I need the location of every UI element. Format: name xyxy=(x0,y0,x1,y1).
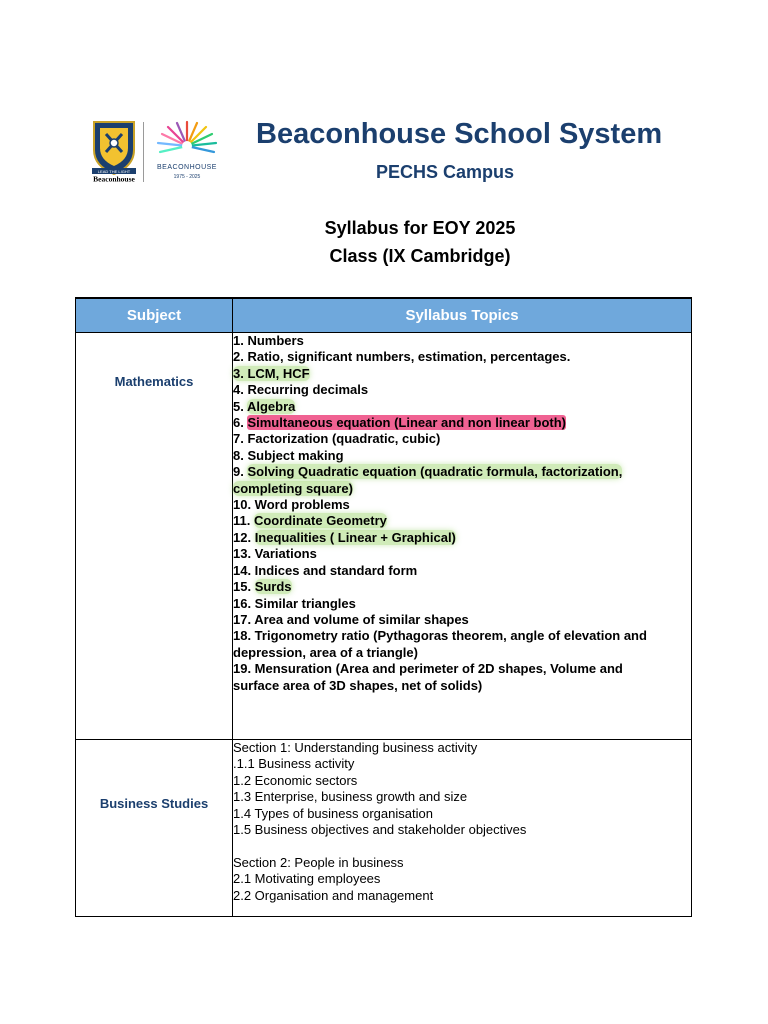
topic-text: 17. Area and volume of similar shapes xyxy=(233,611,469,627)
topics-column-header: Syllabus Topics xyxy=(233,298,692,333)
topics-cell xyxy=(233,333,692,740)
list-item xyxy=(233,448,691,464)
topic-text: 8. Subject making xyxy=(233,447,344,463)
highlighted-topic-text: completing square) xyxy=(233,480,353,496)
table-row xyxy=(76,333,692,740)
list-item xyxy=(233,661,691,677)
list-item xyxy=(233,415,691,431)
svg-text:Beaconhouse: Beaconhouse xyxy=(93,174,135,184)
topic-text: 4. Recurring decimals xyxy=(233,382,369,398)
topic-text: 5. xyxy=(233,398,247,414)
svg-text:LEAD THE LIGHT: LEAD THE LIGHT xyxy=(97,168,131,174)
list-item xyxy=(233,481,691,497)
list-item xyxy=(233,628,691,644)
business-studies-topic-list xyxy=(233,740,691,904)
class-title: Class (IX Cambridge) xyxy=(329,246,511,266)
list-item: .1.1 Business activity xyxy=(233,756,355,772)
topic-text: 16. Similar triangles xyxy=(233,595,356,611)
highlighted-topic-text: Solving Quadratic equation (quadratic formula, factorization, xyxy=(247,464,623,480)
topic-text: 1. Numbers xyxy=(233,333,304,348)
subject-column-header: Subject xyxy=(76,298,233,333)
topic-text: 6. xyxy=(233,415,248,431)
logo-divider xyxy=(143,122,144,182)
list-item xyxy=(233,579,691,595)
list-item xyxy=(233,563,691,579)
list-item xyxy=(233,431,691,447)
topics-cell xyxy=(233,740,692,917)
list-item: 1.3 Enterprise, business growth and size xyxy=(233,789,468,805)
highlighted-topic-text: Inequalities ( Linear + Graphical) xyxy=(254,529,456,545)
list-item xyxy=(233,464,691,480)
topic-text: 15. xyxy=(233,579,255,595)
subject-cell xyxy=(76,333,233,740)
list-item: 2.1 Motivating employees xyxy=(233,871,381,887)
school-crest-logo xyxy=(86,118,142,184)
list-item xyxy=(233,333,691,349)
list-item xyxy=(233,366,691,382)
highlighted-topic-text: Algebra xyxy=(246,398,296,414)
list-item xyxy=(233,513,691,529)
mathematics-topic-list xyxy=(233,333,691,694)
syllabus-title: Syllabus for EOY 2025 xyxy=(324,218,516,238)
highlighted-topic-text: 3. LCM, HCF xyxy=(233,365,310,381)
list-item xyxy=(233,497,691,513)
topic-text: 18. Trigonometry ratio (Pythagoras theorem, angle of elevation and xyxy=(233,628,647,644)
list-item xyxy=(233,596,691,612)
topic-text: 12. xyxy=(233,529,255,545)
subject-business-studies: Business Studies xyxy=(99,796,209,811)
topic-text: 10. Word problems xyxy=(233,497,350,513)
campus-name: PECHS Campus xyxy=(376,162,515,182)
list-item xyxy=(233,612,691,628)
topic-text: 19. Mensuration (Area and perimeter of 2D shapes, Volume and xyxy=(233,661,623,677)
topic-text: 14. Indices and standard form xyxy=(233,562,418,578)
list-item xyxy=(233,678,691,694)
table-header-row xyxy=(76,298,692,333)
list-item: Section 1: Understanding business activity xyxy=(233,740,478,755)
topic-text: 11. xyxy=(233,513,254,529)
list-item: 1.4 Types of business organisation xyxy=(233,805,433,821)
list-item xyxy=(233,645,691,661)
subject-cell xyxy=(76,740,233,917)
list-item xyxy=(233,349,691,365)
syllabus-table xyxy=(75,297,692,917)
list-item: Section 2: People in business xyxy=(233,854,404,870)
list-item xyxy=(233,399,691,415)
list-item xyxy=(233,546,691,562)
svg-text:1975 - 2025: 1975 - 2025 xyxy=(173,174,201,180)
topic-text: 13. Variations xyxy=(233,546,317,562)
list-item: 2.2 Organisation and management xyxy=(233,887,434,903)
highlighted-topic-text: Simultaneous equation (Linear and non linear both) xyxy=(247,415,566,431)
topic-text: 7. Factorization (quadratic, cubic) xyxy=(233,431,441,447)
school-name: Beaconhouse School System xyxy=(256,118,663,150)
list-item xyxy=(233,382,691,398)
topic-text: depression, area of a triangle) xyxy=(233,644,418,660)
topic-text: 2. Ratio, significant numbers, estimation, percentages. xyxy=(233,349,571,365)
table-row xyxy=(76,740,692,917)
topic-text: surface area of 3D shapes, net of solids) xyxy=(233,677,483,693)
list-item xyxy=(233,838,691,854)
list-item xyxy=(233,530,691,546)
document-header xyxy=(0,0,768,280)
highlighted-topic-text: Coordinate Geometry xyxy=(253,513,387,529)
list-item: 1.5 Business objectives and stakeholder objectives xyxy=(233,822,527,838)
highlighted-topic-text: Surds xyxy=(254,579,292,595)
anniversary-logo xyxy=(146,118,228,184)
list-item: 1.2 Economic sectors xyxy=(233,772,358,788)
svg-text:BEACONHOUSE: BEACONHOUSE xyxy=(157,164,217,171)
topic-text: 9. xyxy=(233,464,248,480)
subject-mathematics: Mathematics xyxy=(114,374,194,389)
